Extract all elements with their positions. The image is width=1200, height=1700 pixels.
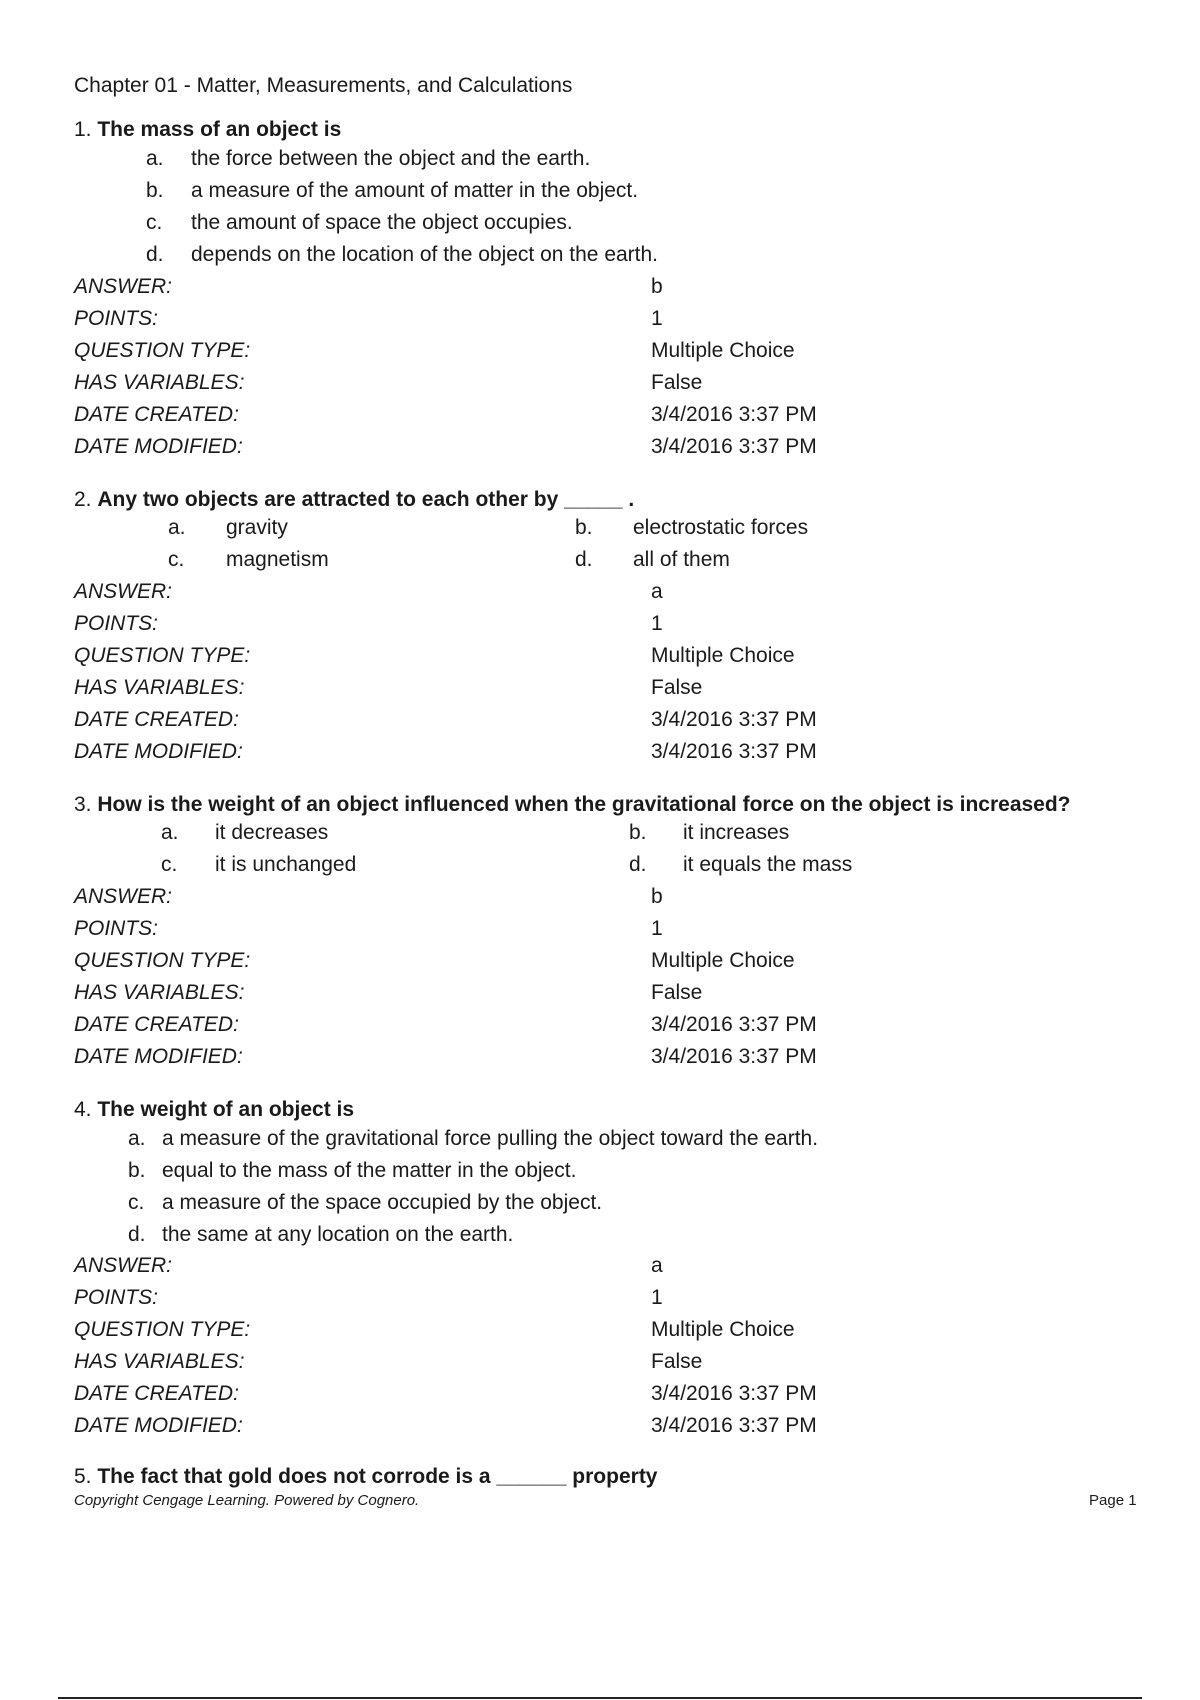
question-stem: The fact that gold does not corrode is a ______ property: [97, 1465, 658, 1488]
option-text: electrostatic forces: [633, 516, 809, 539]
question-stem: The mass of an object is: [97, 118, 342, 141]
question-5: [74, 1465, 658, 1489]
option-text: it equals the mass: [683, 853, 853, 876]
question-4: [74, 1098, 354, 1122]
option-letter: a.: [128, 1127, 146, 1150]
question-1: [74, 118, 341, 142]
points-label: POINTS:: [74, 1286, 159, 1309]
question-3: [74, 793, 1071, 817]
question-type-value: Multiple Choice: [651, 339, 795, 362]
date-modified-value: 3/4/2016 3:37 PM: [651, 435, 817, 458]
option-c: [146, 211, 573, 235]
points-value: 1: [651, 917, 663, 940]
option-d: [146, 243, 658, 267]
option-b: [146, 179, 638, 203]
question-type-value: Multiple Choice: [651, 1318, 795, 1341]
date-created-value: 3/4/2016 3:37 PM: [651, 1013, 817, 1036]
option-letter: b.: [629, 821, 647, 844]
date-created-label: DATE CREATED:: [74, 1382, 239, 1405]
option-a: [128, 1127, 818, 1151]
option-a: [168, 516, 288, 540]
option-d: [575, 548, 730, 572]
has-variables-value: False: [651, 371, 703, 394]
question-number: 3.: [74, 793, 92, 816]
points-label: POINTS:: [74, 917, 159, 940]
option-letter: d.: [575, 548, 593, 571]
option-text: a measure of the amount of matter in the object.: [191, 179, 639, 202]
date-created-value: 3/4/2016 3:37 PM: [651, 403, 817, 426]
date-modified-value: 3/4/2016 3:37 PM: [651, 740, 817, 763]
option-text: the same at any location on the earth.: [162, 1223, 514, 1246]
has-variables-value: False: [651, 981, 703, 1004]
option-text: a measure of the gravitational force pulling the object toward the earth.: [162, 1127, 819, 1150]
date-modified-value: 3/4/2016 3:37 PM: [651, 1045, 817, 1068]
option-letter: b.: [575, 516, 593, 539]
option-letter: a.: [161, 821, 179, 844]
points-value: 1: [651, 1286, 663, 1309]
option-letter: c.: [168, 548, 185, 571]
answer-label: ANSWER:: [74, 580, 173, 603]
answer-label: ANSWER:: [74, 885, 173, 908]
answer-value: b: [651, 885, 663, 908]
question-stem: Any two objects are attracted to each other by _____ .: [97, 488, 635, 511]
option-letter: c.: [161, 853, 178, 876]
page-title: Chapter 01 - Matter, Measurements, and Calculations: [74, 74, 573, 97]
option-b: [629, 821, 789, 845]
page-number: Page 1: [1089, 1492, 1137, 1509]
option-d: [128, 1223, 513, 1247]
option-letter: c.: [128, 1191, 145, 1214]
date-modified-label: DATE MODIFIED:: [74, 740, 243, 763]
question-type-label: QUESTION TYPE:: [74, 339, 251, 362]
option-text: a measure of the space occupied by the object.: [162, 1191, 603, 1214]
question-number: 4.: [74, 1098, 92, 1121]
option-b: [575, 516, 808, 540]
question-number: 5.: [74, 1465, 92, 1488]
option-c: [161, 853, 356, 877]
option-text: equal to the mass of the matter in the object.: [162, 1159, 577, 1182]
option-text: the force between the object and the earth.: [191, 147, 591, 170]
date-modified-label: DATE MODIFIED:: [74, 1414, 243, 1437]
date-created-value: 3/4/2016 3:37 PM: [651, 708, 817, 731]
option-letter: d.: [146, 243, 164, 266]
has-variables-label: HAS VARIABLES:: [74, 981, 245, 1004]
option-letter: c.: [146, 211, 163, 234]
option-a: [146, 147, 590, 171]
question-type-value: Multiple Choice: [651, 644, 795, 667]
option-text: magnetism: [226, 548, 329, 571]
answer-label: ANSWER:: [74, 275, 173, 298]
option-letter: b.: [146, 179, 164, 202]
option-text: all of them: [633, 548, 730, 571]
option-text: it is unchanged: [215, 853, 357, 876]
date-modified-label: DATE MODIFIED:: [74, 1045, 243, 1068]
question-2: [74, 488, 634, 512]
option-b: [128, 1159, 576, 1183]
points-label: POINTS:: [74, 307, 159, 330]
option-a: [161, 821, 328, 845]
option-letter: d.: [629, 853, 647, 876]
has-variables-label: HAS VARIABLES:: [74, 371, 245, 394]
question-stem: The weight of an object is: [97, 1098, 355, 1121]
has-variables-value: False: [651, 1350, 703, 1373]
question-type-label: QUESTION TYPE:: [74, 949, 251, 972]
date-created-label: DATE CREATED:: [74, 403, 239, 426]
question-type-label: QUESTION TYPE:: [74, 644, 251, 667]
copyright-text: Copyright Cengage Learning. Powered by Cognero.: [74, 1492, 420, 1509]
answer-value: a: [651, 580, 663, 603]
option-text: depends on the location of the object on the earth.: [191, 243, 659, 266]
option-text: it decreases: [215, 821, 329, 844]
option-letter: a.: [168, 516, 186, 539]
question-number: 2.: [74, 488, 92, 511]
option-text: it increases: [683, 821, 790, 844]
date-created-label: DATE CREATED:: [74, 708, 239, 731]
question-type-label: QUESTION TYPE:: [74, 1318, 251, 1341]
points-value: 1: [651, 307, 663, 330]
answer-label: ANSWER:: [74, 1254, 173, 1277]
option-text: the amount of space the object occupies.: [191, 211, 573, 234]
option-letter: d.: [128, 1223, 146, 1246]
has-variables-label: HAS VARIABLES:: [74, 676, 245, 699]
answer-value: b: [651, 275, 663, 298]
option-c: [168, 548, 329, 572]
option-d: [629, 853, 852, 877]
question-stem: How is the weight of an object influenced when the gravitational force on the object is increased?: [97, 793, 1071, 816]
question-type-value: Multiple Choice: [651, 949, 795, 972]
option-letter: b.: [128, 1159, 146, 1182]
date-modified-value: 3/4/2016 3:37 PM: [651, 1414, 817, 1437]
bottom-divider: [58, 1697, 1142, 1699]
has-variables-value: False: [651, 676, 703, 699]
question-number: 1.: [74, 118, 92, 141]
date-created-label: DATE CREATED:: [74, 1013, 239, 1036]
date-modified-label: DATE MODIFIED:: [74, 435, 243, 458]
answer-value: a: [651, 1254, 663, 1277]
option-text: gravity: [226, 516, 288, 539]
points-value: 1: [651, 612, 663, 635]
option-c: [128, 1191, 602, 1215]
option-letter: a.: [146, 147, 164, 170]
date-created-value: 3/4/2016 3:37 PM: [651, 1382, 817, 1405]
points-label: POINTS:: [74, 612, 159, 635]
has-variables-label: HAS VARIABLES:: [74, 1350, 245, 1373]
